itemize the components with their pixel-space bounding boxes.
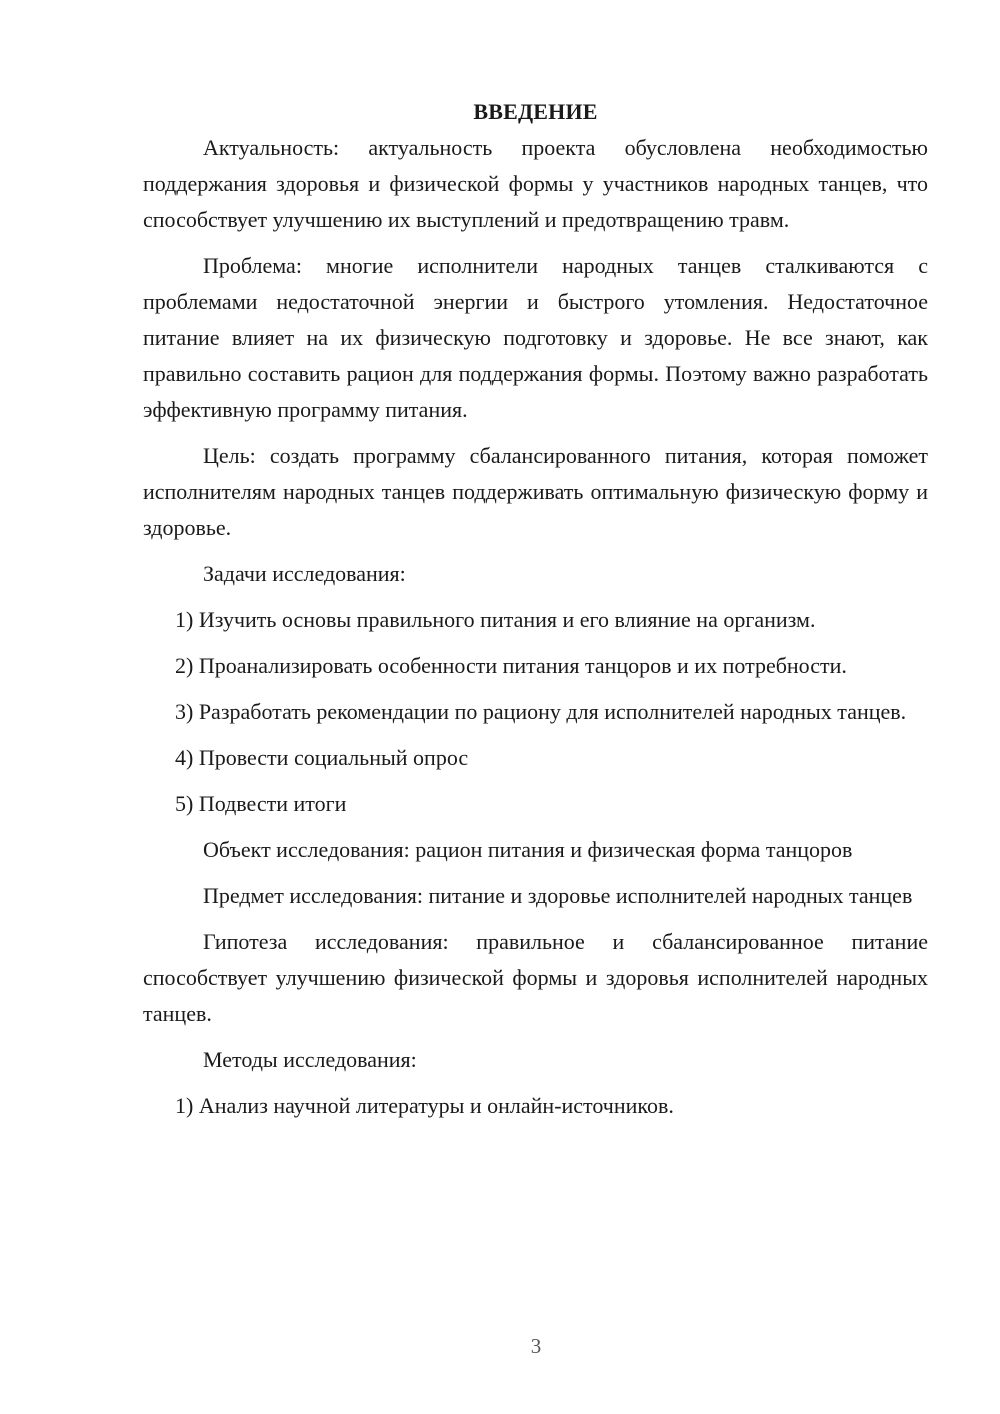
task-item: 1) Изучить основы правильного питания и его влияние на организм.	[175, 607, 816, 632]
task-item: 4) Провести социальный опрос	[175, 745, 469, 770]
task-item: 2) Проанализировать особенности питания танцоров и их потребности.	[175, 653, 847, 678]
goal-paragraph: Цель: создать программу сбалансированного питания, которая поможет исполнителям народных танцев поддерживать оптимальную физическую форму и здоровье.	[143, 443, 928, 540]
subject-paragraph: Предмет исследования: питание и здоровье исполнителей народных танцев	[203, 883, 913, 908]
page-content	[143, 94, 928, 1134]
object-paragraph: Объект исследования: рацион питания и физическая форма танцоров	[203, 837, 853, 862]
page-number: 3	[530, 1334, 542, 1358]
method-item: 1) Анализ научной литературы и онлайн-источников.	[175, 1093, 674, 1118]
tasks-title: Задачи исследования:	[203, 561, 406, 586]
problem-paragraph: Проблема: многие исполнители народных танцев сталкиваются с проблемами недостаточной энергии и быстрого утомления. Недостаточное питание влияет на их физическую подготовку и здоровье. Не все знают, как правильно составить рацион для поддержания формы. Поэтому важно разработать эффективную программу питания.	[143, 253, 928, 422]
relevance-paragraph: Актуальность: актуальность проекта обусловлена необходимостью поддержания здоровья и физической формы у участников народных танцев, что способствует улучшению их выступлений и предотвращению травм.	[143, 135, 928, 232]
hypothesis-paragraph: Гипотеза исследования: правильное и сбалансированное питание способствует улучшению физической формы и здоровья исполнителей народных танцев.	[143, 929, 928, 1026]
task-item: 5) Подвести итоги	[175, 791, 347, 816]
methods-title: Методы исследования:	[203, 1047, 417, 1072]
section-heading: ВВЕДЕНИЕ	[473, 99, 598, 124]
task-item: 3) Разработать рекомендации по рациону для исполнителей народных танцев.	[175, 699, 907, 724]
